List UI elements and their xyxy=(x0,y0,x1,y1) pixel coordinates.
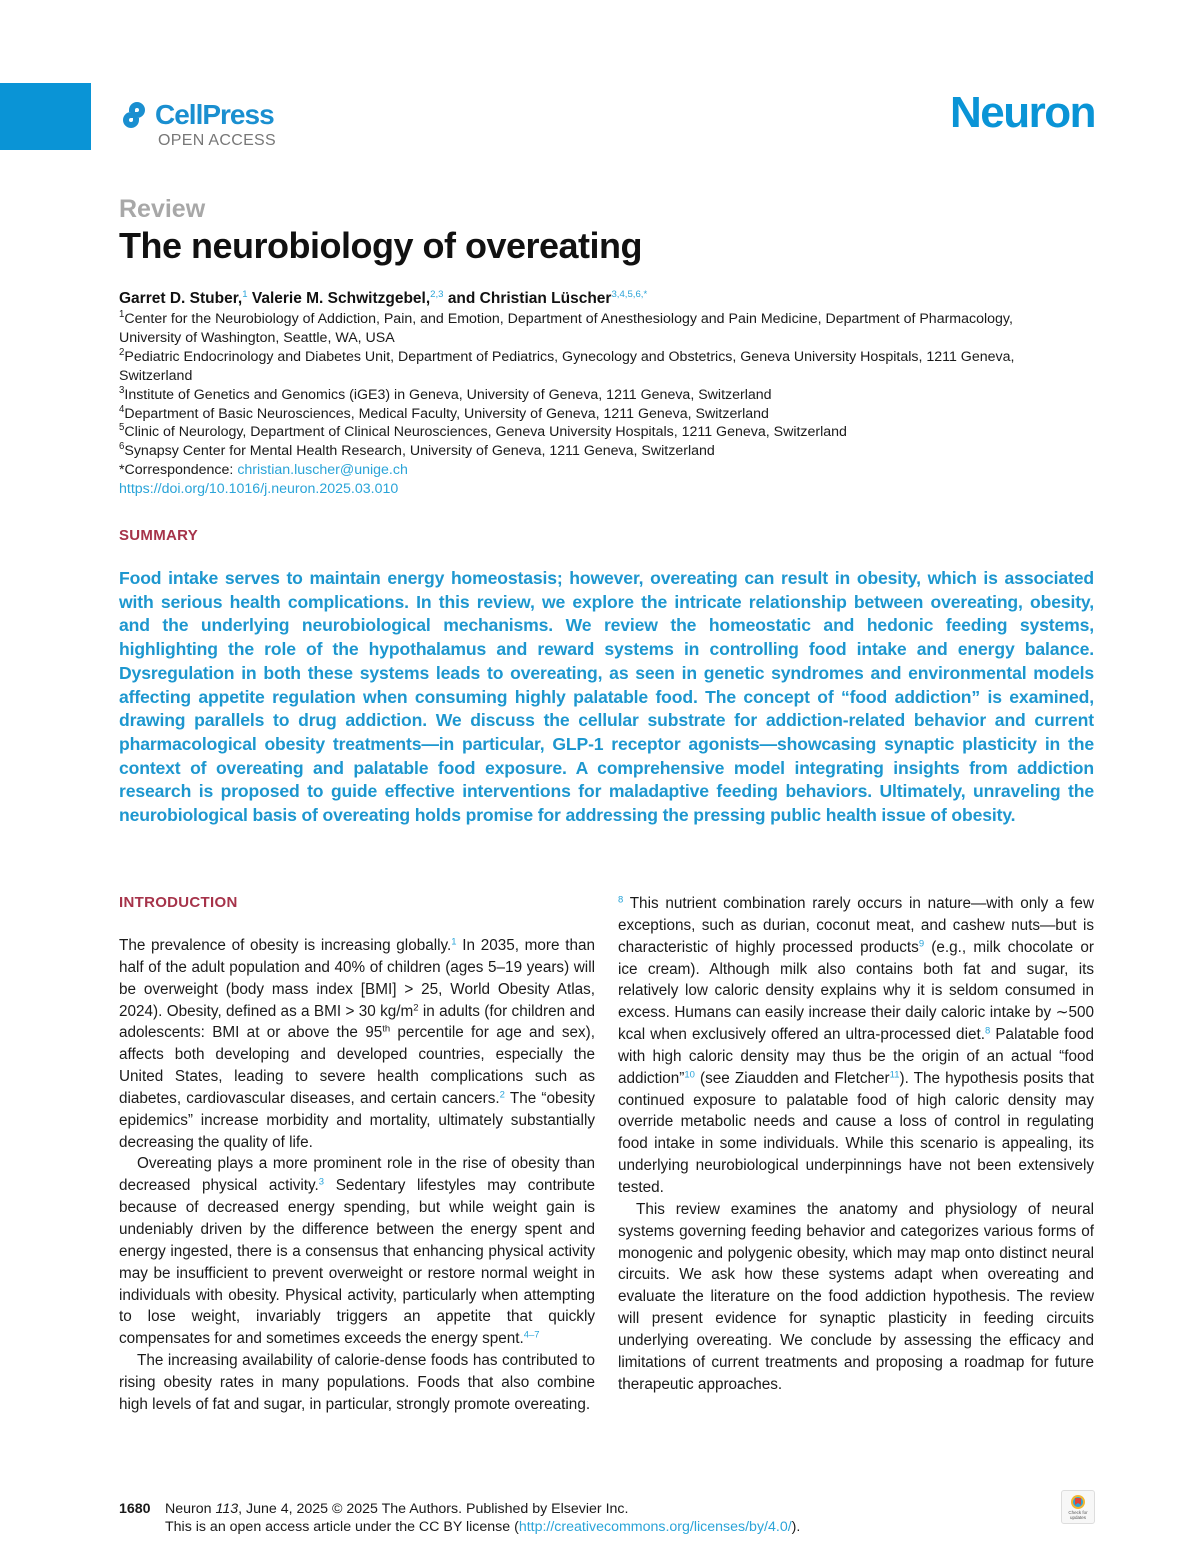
affiliation-ref[interactable]: 2,3 xyxy=(430,289,444,301)
affiliations xyxy=(119,310,1079,499)
affiliation-item: $^4$Department of Basic Neurosciences, Medical Faculty, University of Geneva, 1211 Geneva, Switzerland xyxy=(119,403,769,422)
summary-heading: SUMMARY xyxy=(119,527,199,544)
open-access-label: OPEN ACCESS xyxy=(158,132,277,149)
citation-ref[interactable]: 8 xyxy=(618,894,624,906)
author-name[interactable]: Garret D. Stuber, xyxy=(119,290,243,307)
article-type: Review xyxy=(119,195,206,223)
journal-name[interactable]: Neuron xyxy=(950,88,1095,137)
doi-link[interactable]: https://doi.org/10.1016/j.neuron.2025.03.010 xyxy=(119,481,399,498)
paragraph: The increasing availability of calorie-dense foods has contributed to rising obesity rates in many populations. Foods that also combine high levels of fat and sugar, in particular, strongly promote overeating. xyxy=(119,1352,595,1413)
paragraph: Overeating plays a more prominent role in the rise of obesity than decreased physical activity.$^3$ Sedentary lifestyles may contribute because of decreased energy spending, but while weight gain is undeniably driven by the difference between the energy spent and energy ingested, there is a consensus that enhancing physical activity may be insufficient to prevent overweight or restore normal weight in individuals with obesity. Physical activity, particularly when attempting to lose weight, invariably triggers an appetite that quickly compensates for and sometimes exceeds the energy spent.$^{4-7}$ xyxy=(119,1155,595,1348)
citation-ref[interactable]: 4–7 xyxy=(523,1329,540,1341)
paragraph: This review examines the anatomy and physiology of neural systems governing feeding behavior and categorizes various forms of monogenic and polygenic obesity, which may map onto distinct neural circuits. We ask how these systems adapt when overeating and evaluate the literature on the food addiction hypothesis. The review will present evidence for synaptic plasticity in feeding circuits underlying overeating. We conclude by assessing the efficacy and limitations of current treatments and proposing a roadmap for future therapeutic approaches. xyxy=(618,1200,1094,1393)
page-footer: 1680 Neuron 113, June 4, 2025 © 2025 The Authors. Published by Elsevier Inc. This is an open access article under the CC BY license (http://creativecommons.org/licenses/by/4.0/). xyxy=(119,1501,801,1535)
brand-corner-block xyxy=(0,83,91,150)
citation-ref[interactable]: 2 xyxy=(499,1089,505,1101)
check-for-updates-badge[interactable]: Check for updates xyxy=(1061,1490,1095,1524)
affiliation-ref[interactable]: 3,4,5,6,* xyxy=(611,289,648,301)
affiliation-item: $^6$Synapsy Center for Mental Health Research, University of Geneva, 1211 Geneva, Switzerland xyxy=(119,441,715,460)
cellpress-logo[interactable] xyxy=(119,100,276,150)
affiliation-item: $^2$Pediatric Endocrinology and Diabetes Unit, Department of Pediatrics, Gynecology and Obstetrics, Geneva University Hospitals, 1211 Geneva, Switzerland xyxy=(119,347,1015,384)
author-name[interactable]: Valerie M. Schwitzgebel, xyxy=(251,290,431,307)
cellpress-logo-icon xyxy=(119,100,149,130)
citation-ref[interactable]: 8 xyxy=(984,1025,991,1037)
page-number: 1680 xyxy=(119,1501,151,1517)
author-name[interactable]: and Christian Lüscher xyxy=(447,290,612,307)
affiliation-item: $^3$Institute of Genetics and Genomics (iGE3) in Geneva, University of Geneva, 1211 Geneva, Switzerland xyxy=(119,384,772,403)
publisher-name: CellPress xyxy=(155,99,274,130)
citation-ref[interactable]: 11 xyxy=(889,1069,900,1081)
license-link[interactable]: http://creativecommons.org/licenses/by/4.0/ xyxy=(518,1519,792,1535)
check-for-updates-icon xyxy=(1070,1494,1086,1510)
affiliation-item: $^1$Center for the Neurobiology of Addiction, Pain, and Emotion, Department of Anesthesiology and Pain Medicine, Department of Pharmacology, University of Washington, Seattle, WA, USA xyxy=(119,309,1013,346)
citation-ref[interactable]: 9 xyxy=(918,938,925,949)
citation-ref[interactable]: 1 xyxy=(451,936,457,948)
body-column-right xyxy=(618,893,1094,1395)
correspondence-email-link[interactable]: christian.luscher@unige.ch xyxy=(237,462,408,479)
author-list xyxy=(119,290,647,308)
citation-ref[interactable]: 10 xyxy=(684,1069,695,1081)
affiliation-item: $^5$Clinic of Neurology, Department of Clinical Neurosciences, Geneva University Hospitals, 1211 Geneva, Switzerland xyxy=(119,422,847,441)
introduction-heading: INTRODUCTION xyxy=(119,894,238,911)
article-title: The neurobiology of overeating xyxy=(119,225,643,266)
paragraph: The prevalence of obesity is increasing globally.$^1$ In 2035, more than half of the adult population and 40% of children (ages 5–19 years) will be overweight (body mass index [BMI] > 25, World Obesity Atlas, 2024). Obesity, defined as a BMI > 30 $kg/m^2$ in adults (for children and adolescents: BMI at or above the 95th percentile for age and sex), affects both developing and developed countries, especially the United States, leading to severe health complications such as diabetes, cardiovascular diseases, and certain cancers.$^2$ The “obesity epidemics” increase morbidity and mortality, ultimately substantially decreasing the quality of life. xyxy=(119,936,596,1151)
summary-text: Food intake serves to maintain energy homeostasis; however, overeating can result in obesity, which is associated with serious health complications. In this review, we explore the intricate relationship between overeating, obesity, and the underlying neurobiological mechanisms. We review the homeostatic and hedonic feeding systems, highlighting the role of the hypothalamus and reward systems in controlling food intake and energy balance. Dysregulation in both these systems leads to overeating, as seen in genetic syndromes and environmental models affecting appetite regulation when consuming highly palatable food. The concept of “food addiction” is examined, drawing parallels to drug addiction. We discuss the cellular substrate for addiction-related behavior and current pharmacological obesity treatments—in particular, GLP-1 receptor agonists—showcasing synaptic plasticity in the context of overeating and palatable food exposure. A comprehensive model integrating insights from addiction research is proposed to guide effective interventions for maladaptive feeding behaviors. Ultimately, unraveling the neurobiological basis of overeating holds promise for addressing the pressing public health issue of obesity. xyxy=(119,568,1094,826)
affiliation-ref[interactable]: 1 xyxy=(242,289,248,301)
paragraph-continued: $^8$ This nutrient combination rarely occurs in nature—with only a few exceptions, such as durian, coconut meat, and cashew nuts—but is characteristic of highly processed products$^9$ (e.g., milk chocolate or ice cream). Although milk also contains both fat and sugar, its relatively low caloric density explains why it is seldom consumed in excess. Humans can easily increase their daily caloric intake by ∼500 kcal when exclusively offered an ultra-processed diet.$^8$ Palatable food with high caloric density may thus be the origin of an actual “food addiction”$^{10}$ (see Ziaudden and Fletcher$^{11}$). The hypothesis posits that continued exposure to palatable food of high caloric density may override metabolic needs and cause a loss of control in regulating food intake in some individuals. While this scenario is appealing, its underlying neurobiological underpinnings have not been extensively tested. xyxy=(618,894,1095,1196)
correspondence: *Correspondence: christian.luscher@unige.ch xyxy=(119,462,408,479)
body-column-left xyxy=(119,935,595,1416)
citation-ref[interactable]: 3 xyxy=(318,1176,325,1188)
